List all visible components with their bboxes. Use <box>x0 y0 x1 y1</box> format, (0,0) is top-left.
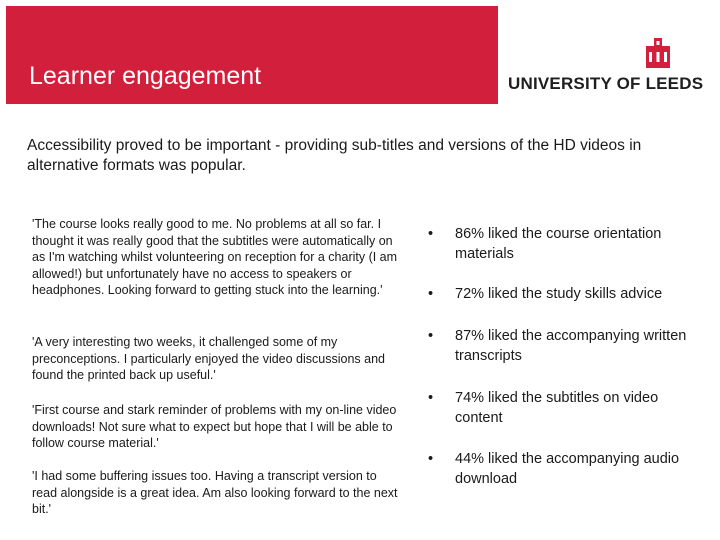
quote: 'First course and stark reminder of problems with my on-line video downloads! Not sure what to expect but hope that I will be able to follow course material.' <box>32 403 397 450</box>
stat-text: 74% liked the subtitles on video content <box>455 390 659 426</box>
bullet-icon: • <box>428 451 434 467</box>
bullet-icon: • <box>428 226 434 242</box>
quote: 'A very interesting two weeks, it challenged some of my preconceptions. I particularly enjoyed the video discussions and found the printed back up useful.' <box>32 335 385 382</box>
header-banner <box>6 6 714 104</box>
university-name: UNIVERSITY OF LEEDS <box>508 74 704 93</box>
slide-title: Learner engagement <box>29 62 262 90</box>
intro-text: Accessibility proved to be important - providing sub-titles and versions of the HD videos in alternative formats was popular. <box>27 137 642 174</box>
parkinson-tower-icon <box>645 38 671 68</box>
quote: 'I had some buffering issues too. Having a transcript version to read alongside is a great idea. Am also looking forward to the next bit.' <box>32 469 398 516</box>
stat-text: 87% liked the accompanying written transcripts <box>455 328 687 364</box>
stat-text: 72% liked the study skills advice <box>455 286 663 302</box>
stat-text: 86% liked the course orientation materials <box>455 226 662 262</box>
bullet-icon: • <box>428 286 434 302</box>
university-logo <box>498 6 714 104</box>
bullet-icon: • <box>428 390 434 406</box>
quote: 'The course looks really good to me. No problems at all so far. I thought it was really good that the subtitles were automatically on as I'm watching whilst volunteering on reception for a charity (I am allowed!) but unfortunately have no access to speakers or headphones. Looking forward to getting stuck into the learning.' <box>32 217 398 297</box>
bullet-icon: • <box>428 328 434 344</box>
stat-text: 44% liked the accompanying audio download <box>455 451 680 487</box>
